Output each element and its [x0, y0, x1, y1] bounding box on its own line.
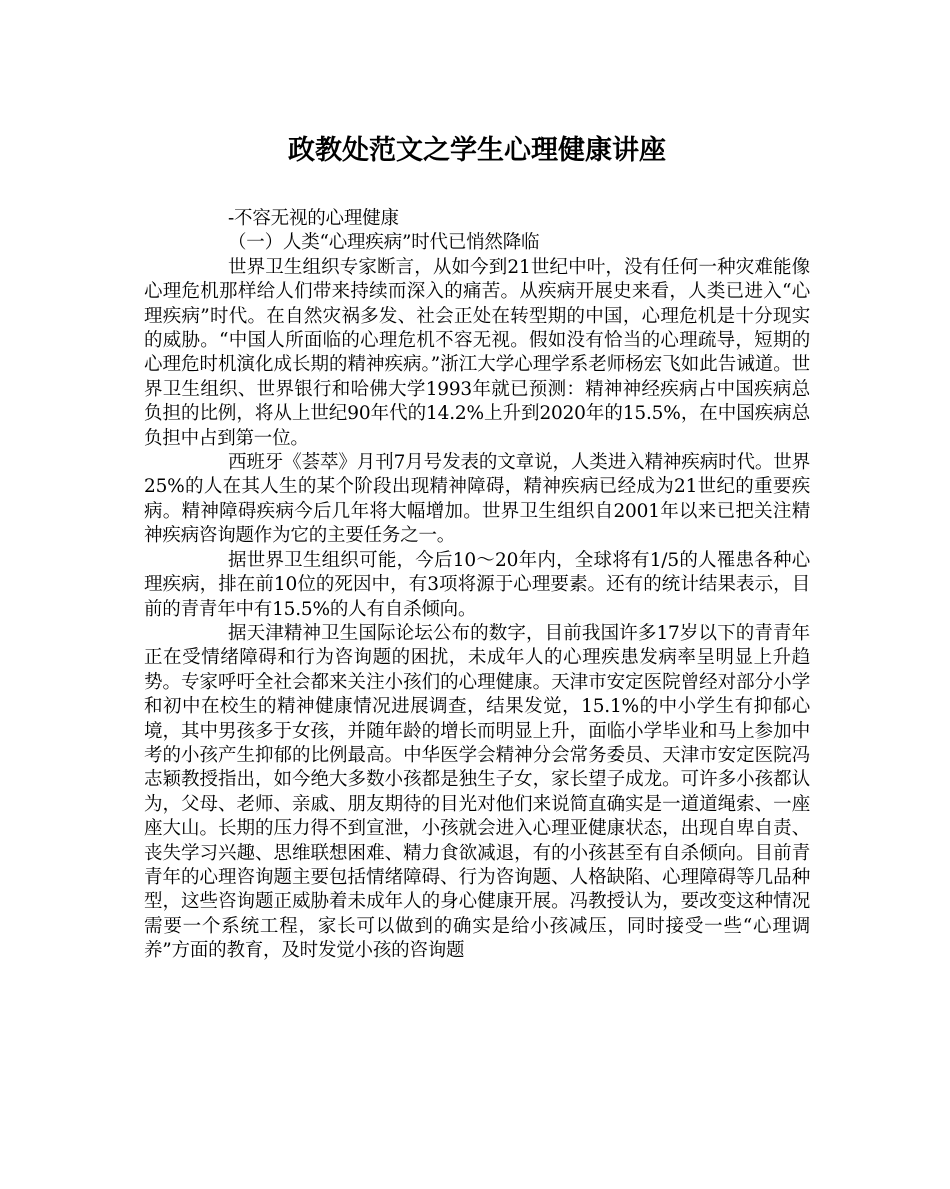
paragraph-4: 据天津精神卫生国际论坛公布的数字，目前我国许多17岁以下的青青年正在受情绪障碍和行为咨询题的困扰，未成年人的心理疾患发病率呈明显上升趋势。专家呼吁全社会都来关注小孩们的心理健康。天津市安定医院曾经对部分小学和初中在校生的精神健康情况进展调查，结果发觉，15.1%的中小学生有抑郁心境，其中男孩多于女孩，并随年龄的增长而明显上升，面临小学毕业和马上参加中考的小孩产生抑郁的比例最高。中华医学会精神分会常务委员、天津市安定医院冯志颖教授指出，如今绝大多数小孩都是独生子女，家长望子成龙。可许多小孩都认为，父母、老师、亲戚、朋友期待的目光对他们来说简直确实是一道道绳索、一座座大山。长期的压力得不到宣泄，小孩就会进入心理亚健康状态，出现自卑自责、丧失学习兴趣、思维联想困难、精力食欲减退，有的小孩甚至有自杀倾向。目前青青年的心理咨询题主要包括情绪障碍、行为咨询题、人格缺陷、心理障碍等几品种型，这些咨询题正威胁着未成年人的身心健康开展。冯教授认为，要改变这种情况需要一个系统工程，家长可以做到的确实是给小孩减压，同时接受一些“心理调养”方面的教育，及时发觉小孩的咨询题	[144, 622, 810, 962]
paragraph-1: 世界卫生组织专家断言，从如今到21世纪中叶，没有任何一种灾难能像心理危机那样给人们带来持续而深入的痛苦。从疾病开展史来看，人类已进入“心理疾病”时代。在自然灾祸多发、社会正处在转型期的中国，心理危机是十分现实的威胁。“中国人所面临的心理危机不容无视。假如没有恰当的心理疏导，短期的心理危时机演化成长期的精神疾病。”浙江大学心理学系老师杨宏飞如此告诫道。世界卫生组织、世界银行和哈佛大学1993年就已预测：精神神经疾病占中国疾病总负担的比例，将从上世纪90年代的14.2%上升到2020年的15.5%，在中国疾病总负担中占到第一位。	[144, 256, 810, 449]
document-title: 政教处范文之学生心理健康讲座	[288, 135, 666, 166]
paragraph-3: 据世界卫生组织可能，今后10～20年内，全球将有1/5的人罹患各种心理疾病，排在前10位的死因中，有3项将源于心理要素。还有的统计结果表示，目前的青青年中有15.5%的人有自杀倾向。	[144, 549, 810, 620]
section-heading: （一）人类“心理疾病”时代已悄然降临	[228, 232, 540, 254]
subheading: -不容无视的心理健康	[228, 208, 399, 229]
document-body	[144, 207, 810, 964]
paragraph-2: 西班牙《荟萃》月刊7月号发表的文章说，人类进入精神疾病时代。世界25%的人在其人生的某个阶段出现精神障碍，精神疾病已经成为21世纪的重要疾病。精神障碍疾病今后几年将大幅增加。世界卫生组织自2001年以来已把关注精神疾病咨询题作为它的主要任务之一。	[144, 452, 810, 547]
